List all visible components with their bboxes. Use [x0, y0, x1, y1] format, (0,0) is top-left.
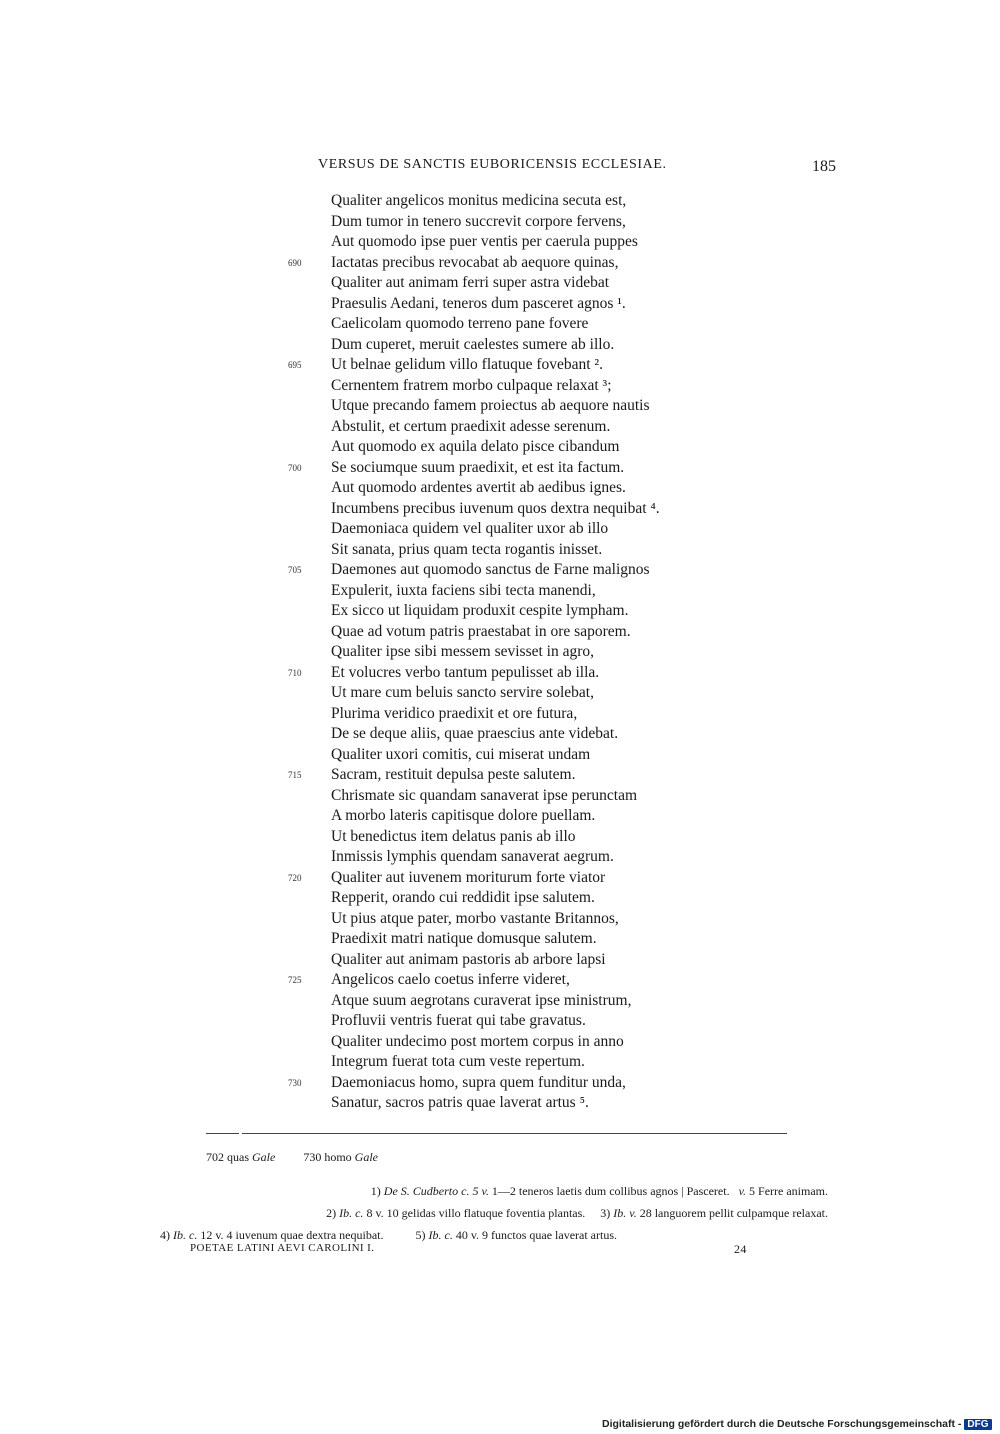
- verse-text: De se deque aliis, quae praescius ante videbat.: [331, 725, 619, 742]
- verse-line: [0, 396, 1000, 417]
- footnote-verse-ref: v.: [738, 1184, 747, 1198]
- verse-line: [0, 581, 1000, 602]
- verse-text: Qualiter aut animam ferri super astra videbat: [331, 274, 610, 291]
- verse-text: Abstulit, et certum praedixit adesse serenum.: [331, 417, 611, 435]
- variant-apparatus: [206, 1150, 378, 1165]
- verse-text: Praedixit matri natique domusque salutem.: [331, 930, 597, 947]
- verse-text: Se sociumque suum praedixit, et est ita factum.: [331, 458, 625, 476]
- dfg-logo: DFG: [964, 1419, 991, 1430]
- verse-line: [0, 376, 1000, 397]
- footnote-source: De S. Cudberto c. 5 v.: [383, 1184, 489, 1198]
- footnote-marker: 1): [370, 1184, 381, 1198]
- verse-line: [0, 683, 1000, 704]
- variant-source: Gale: [354, 1150, 378, 1164]
- verse-text: Sacram, restituit depulsa peste salutem.: [331, 766, 576, 783]
- verse-line: [0, 1032, 1000, 1053]
- verse-line: [0, 191, 1000, 212]
- footnote-text: 28 languorem pellit culpamque relaxat.: [639, 1206, 828, 1220]
- footnote-marker: 4): [160, 1228, 170, 1242]
- footnote-source: Ib. v.: [613, 1206, 637, 1220]
- verse-line: [0, 560, 1000, 581]
- line-number: 695: [288, 360, 302, 370]
- verse-text: Incumbens precibus iuvenum quos dextra nequibat ⁴.: [331, 499, 660, 517]
- verse-text: Aut quomodo ipse puer ventis per caerula puppes: [331, 233, 638, 250]
- verse-text: Iactatas precibus revocabat ab aequore quinas,: [331, 253, 619, 271]
- verse-text: Dum tumor in tenero succrevit corpore fervens,: [331, 212, 626, 230]
- footnote-text: 40 v. 9 functos quae laverat artus.: [455, 1228, 617, 1242]
- variant-ref: 730 homo: [303, 1150, 352, 1164]
- verse-line: [0, 827, 1000, 848]
- verse-line: [0, 888, 1000, 909]
- verse-text: Angelicos caelo coetus inferre videret,: [331, 971, 570, 988]
- verse-text: Qualiter uxori comitis, cui miserat undam: [331, 745, 591, 763]
- verse-text: Et volucres verbo tantum pepulisset ab illa.: [331, 663, 600, 681]
- verse-line: [0, 724, 1000, 745]
- verse-line: [0, 437, 1000, 458]
- verse-line: [0, 601, 1000, 622]
- variant-ref: 702 quas: [206, 1150, 249, 1164]
- footnote-text: 12 v. 4 iuvenum quae dextra nequibat.: [200, 1228, 384, 1242]
- verse-text: Profluvii ventris fuerat qui tabe gravatus.: [331, 1012, 586, 1029]
- collection-title: POETAE LATINI AEVI CAROLINI I.: [190, 1242, 375, 1254]
- verse-text: Inmissis lymphis quendam sanaverat aegrum.: [331, 848, 614, 865]
- verse-line: [0, 478, 1000, 499]
- verse-text: Daemones aut quomodo sanctus de Farne malignos: [331, 561, 650, 578]
- verse-line: [0, 212, 1000, 233]
- verse-text: Ut pius atque pater, morbo vastante Britannos,: [331, 909, 619, 927]
- verse-line: [0, 519, 1000, 540]
- footnote-rule: [242, 1133, 787, 1134]
- verse-text: Daemoniaca quidem vel qualiter uxor ab illo: [331, 520, 609, 537]
- digitization-credit: [602, 1418, 992, 1430]
- verse-text: A morbo lateris capitisque dolore puellam.: [331, 807, 596, 824]
- line-number: 710: [288, 667, 302, 678]
- footnotes: [160, 1180, 840, 1246]
- line-number: 715: [288, 770, 302, 780]
- verse-line: [0, 847, 1000, 868]
- verse-line: [0, 704, 1000, 725]
- verse-line: [0, 745, 1000, 766]
- verse-text: Aut quomodo ardentes avertit ab aedibus ignes.: [331, 479, 626, 496]
- verse-text: Dum cuperet, meruit caelestes sumere ab illo.: [331, 335, 615, 353]
- verse-line: [0, 1093, 1000, 1114]
- line-number: 700: [288, 462, 302, 473]
- verse-line: [0, 622, 1000, 643]
- verse-block: [0, 191, 1000, 1114]
- verse-text: Ut belnae gelidum villo flatuque fovebant ².: [331, 356, 603, 373]
- variant-source: Gale: [252, 1150, 276, 1164]
- footnote-2-3: [160, 1202, 840, 1224]
- verse-line: [0, 335, 1000, 356]
- verse-line: [0, 991, 1000, 1012]
- verse-line: [0, 786, 1000, 807]
- verse-line: [0, 642, 1000, 663]
- verse-line: [0, 458, 1000, 479]
- verse-text: Ut mare cum beluis sancto servire solebat,: [331, 684, 594, 701]
- footnote-text: 1—2 teneros laetis dum collibus agnos | Pasceret.: [491, 1184, 730, 1198]
- verse-text: Integrum fuerat tota cum veste repertum.: [331, 1053, 585, 1070]
- page-number: 185: [812, 158, 836, 175]
- verse-text: Expulerit, iuxta faciens sibi tecta manendi,: [331, 581, 596, 599]
- footnote-marker: 5): [415, 1228, 426, 1242]
- verse-text: Plurima veridico praedixit et ore futura,: [331, 704, 578, 722]
- verse-line: [0, 417, 1000, 438]
- footnote-1: [160, 1180, 840, 1202]
- verse-text: Ut benedictus item delatus panis ab illo: [331, 827, 576, 845]
- verse-text: Ex sicco ut liquidam produxit cespite lympham.: [331, 602, 629, 619]
- footnote-source: Ib. c.: [173, 1228, 198, 1242]
- verse-line: [0, 540, 1000, 561]
- verse-text: Cernentem fratrem morbo culpaque relaxat ³;: [331, 376, 612, 394]
- credit-text: Digitalisierung gefördert durch die Deutsche Forschungsgemeinschaft -: [602, 1418, 962, 1430]
- verse-text: Qualiter aut animam pastoris ab arbore lapsi: [331, 950, 606, 968]
- verse-text: Sanatur, sacros patris quae laverat artus ⁵.: [331, 1094, 589, 1111]
- footnote-marker: 3): [600, 1206, 611, 1220]
- verse-line: [0, 1011, 1000, 1032]
- verse-text: Aut quomodo ex aquila delato pisce cibandum: [331, 438, 620, 455]
- verse-line: [0, 232, 1000, 253]
- verse-line: [0, 970, 1000, 991]
- verse-text: Chrismate sic quandam sanaverat ipse perunctam: [331, 786, 638, 804]
- verse-text: Atque suum aegrotans curaverat ipse ministrum,: [331, 991, 632, 1009]
- footnote-source: Ib. c.: [428, 1228, 453, 1242]
- verse-line: [0, 314, 1000, 335]
- footnote-marker: 2): [326, 1206, 337, 1220]
- verse-line: [0, 1052, 1000, 1073]
- line-number: 720: [288, 872, 302, 883]
- verse-line: [0, 294, 1000, 315]
- verse-line: [0, 663, 1000, 684]
- verse-text: Qualiter angelicos monitus medicina secuta est,: [331, 192, 627, 209]
- verse-text: Quae ad votum patris praestabat in ore saporem.: [331, 622, 631, 640]
- footnote-source: Ib. c.: [339, 1206, 364, 1220]
- verse-line: [0, 355, 1000, 376]
- line-number: 690: [288, 257, 302, 268]
- verse-line: [0, 950, 1000, 971]
- verse-line: [0, 1073, 1000, 1094]
- footnote-text: 5 Ferre animam.: [749, 1184, 828, 1198]
- verse-line: [0, 806, 1000, 827]
- verse-line: [0, 909, 1000, 930]
- footnote-rule-short: [206, 1133, 239, 1134]
- verse-text: Praesulis Aedani, teneros dum pasceret agnos ¹.: [331, 294, 626, 312]
- verse-text: Utque precando famem proiectus ab aequore nautis: [331, 397, 650, 414]
- verse-text: Qualiter aut iuvenem moriturum forte viator: [331, 868, 606, 886]
- line-number: 705: [288, 565, 302, 575]
- verse-line: [0, 868, 1000, 889]
- verse-text: Repperit, orando cui reddidit ipse salutem.: [331, 889, 595, 906]
- verse-text: Qualiter undecimo post mortem corpus in anno: [331, 1032, 624, 1050]
- verse-line: [0, 253, 1000, 274]
- verse-line: [0, 273, 1000, 294]
- running-title: VERSUS DE SANCTIS EUBORICENSIS ECCLESIAE.: [318, 157, 667, 172]
- verse-line: [0, 929, 1000, 950]
- sheet-signature: 24: [734, 1242, 747, 1256]
- verse-line: [0, 765, 1000, 786]
- verse-line: [0, 499, 1000, 520]
- footnote-text: 8 v. 10 gelidas villo flatuque foventia plantas.: [366, 1206, 586, 1220]
- line-number: 730: [288, 1077, 302, 1088]
- verse-text: Daemoniacus homo, supra quem funditur unda,: [331, 1073, 626, 1091]
- line-number: 725: [288, 975, 302, 985]
- verse-text: Qualiter ipse sibi messem sevisset in agro,: [331, 643, 595, 660]
- verse-text: Caelicolam quomodo terreno pane fovere: [331, 315, 589, 332]
- verse-text: Sit sanata, prius quam tecta rogantis inisset.: [331, 540, 603, 558]
